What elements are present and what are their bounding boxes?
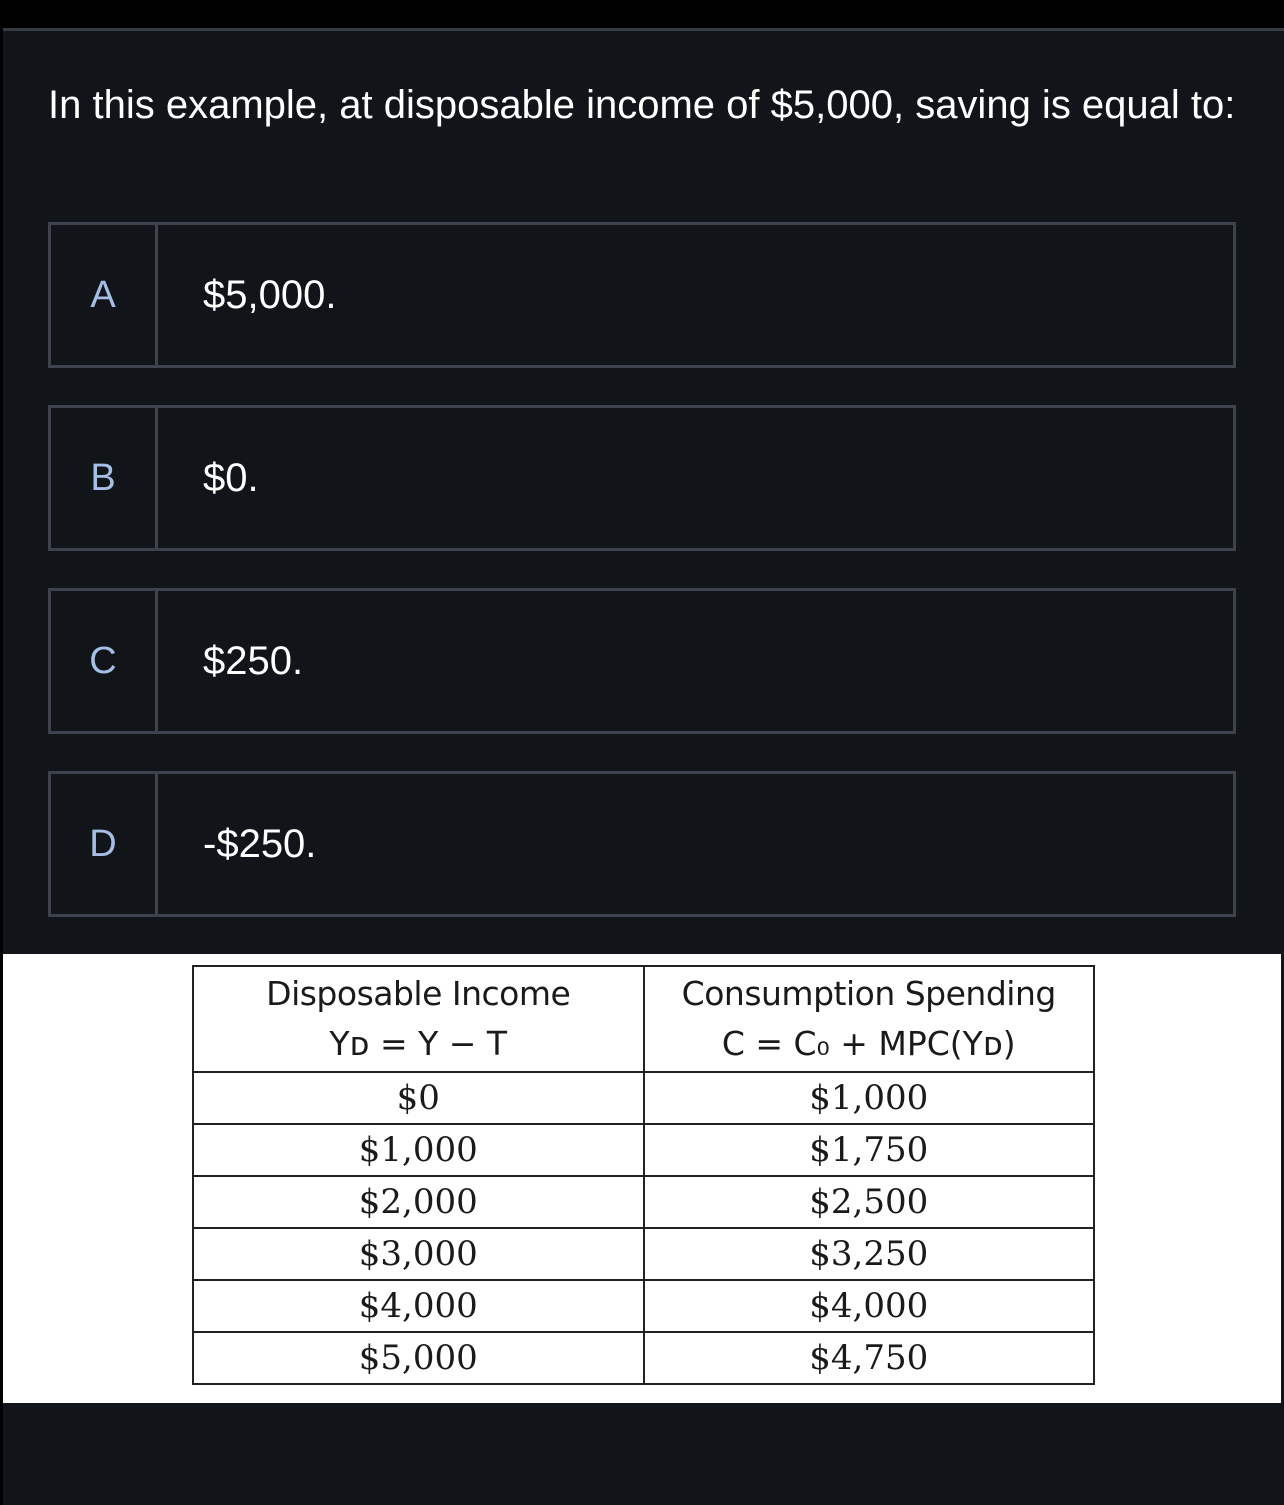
question-text: In this example, at disposable income of $5,000, saving is equal to: [48, 83, 1236, 127]
consumption-cell: $4,000 [644, 1280, 1095, 1332]
income-cell: $4,000 [193, 1280, 644, 1332]
option-text: $5,000. [203, 272, 337, 317]
option-a[interactable] [48, 222, 1236, 368]
consumption-cell: $1,750 [644, 1124, 1095, 1176]
table-row [193, 1280, 1094, 1332]
option-text: $250. [203, 638, 304, 683]
income-cell: $2,000 [193, 1176, 644, 1228]
header-formula: Yᴅ = Y − T [329, 1024, 508, 1063]
header-disposable-income [193, 966, 644, 1072]
header-consumption-spending [644, 966, 1095, 1072]
table-row [193, 1072, 1094, 1124]
table-row [193, 1124, 1094, 1176]
income-cell: $0 [193, 1072, 644, 1124]
header-title: Consumption Spending [681, 974, 1056, 1013]
income-cell: $1,000 [193, 1124, 644, 1176]
option-c[interactable] [48, 588, 1236, 734]
table-row [193, 1228, 1094, 1280]
option-text: $0. [203, 455, 259, 500]
option-letter: C [51, 591, 158, 731]
option-d[interactable] [48, 771, 1236, 917]
consumption-cell: $2,500 [644, 1176, 1095, 1228]
table-header-row [193, 966, 1094, 1072]
option-letter: B [51, 408, 158, 548]
option-text: -$250. [203, 821, 317, 866]
option-letter: A [51, 225, 158, 365]
income-consumption-table [192, 965, 1095, 1385]
consumption-cell: $4,750 [644, 1332, 1095, 1384]
table-row [193, 1332, 1094, 1384]
header-title: Disposable Income [266, 974, 571, 1013]
option-letter: D [51, 774, 158, 914]
income-cell: $5,000 [193, 1332, 644, 1384]
consumption-cell: $3,250 [644, 1228, 1095, 1280]
table-row [193, 1176, 1094, 1228]
income-cell: $3,000 [193, 1228, 644, 1280]
option-b[interactable] [48, 405, 1236, 551]
header-formula: C = C₀ + MPC(Yᴅ) [721, 1024, 1016, 1063]
consumption-cell: $1,000 [644, 1072, 1095, 1124]
table-image [3, 954, 1281, 1403]
